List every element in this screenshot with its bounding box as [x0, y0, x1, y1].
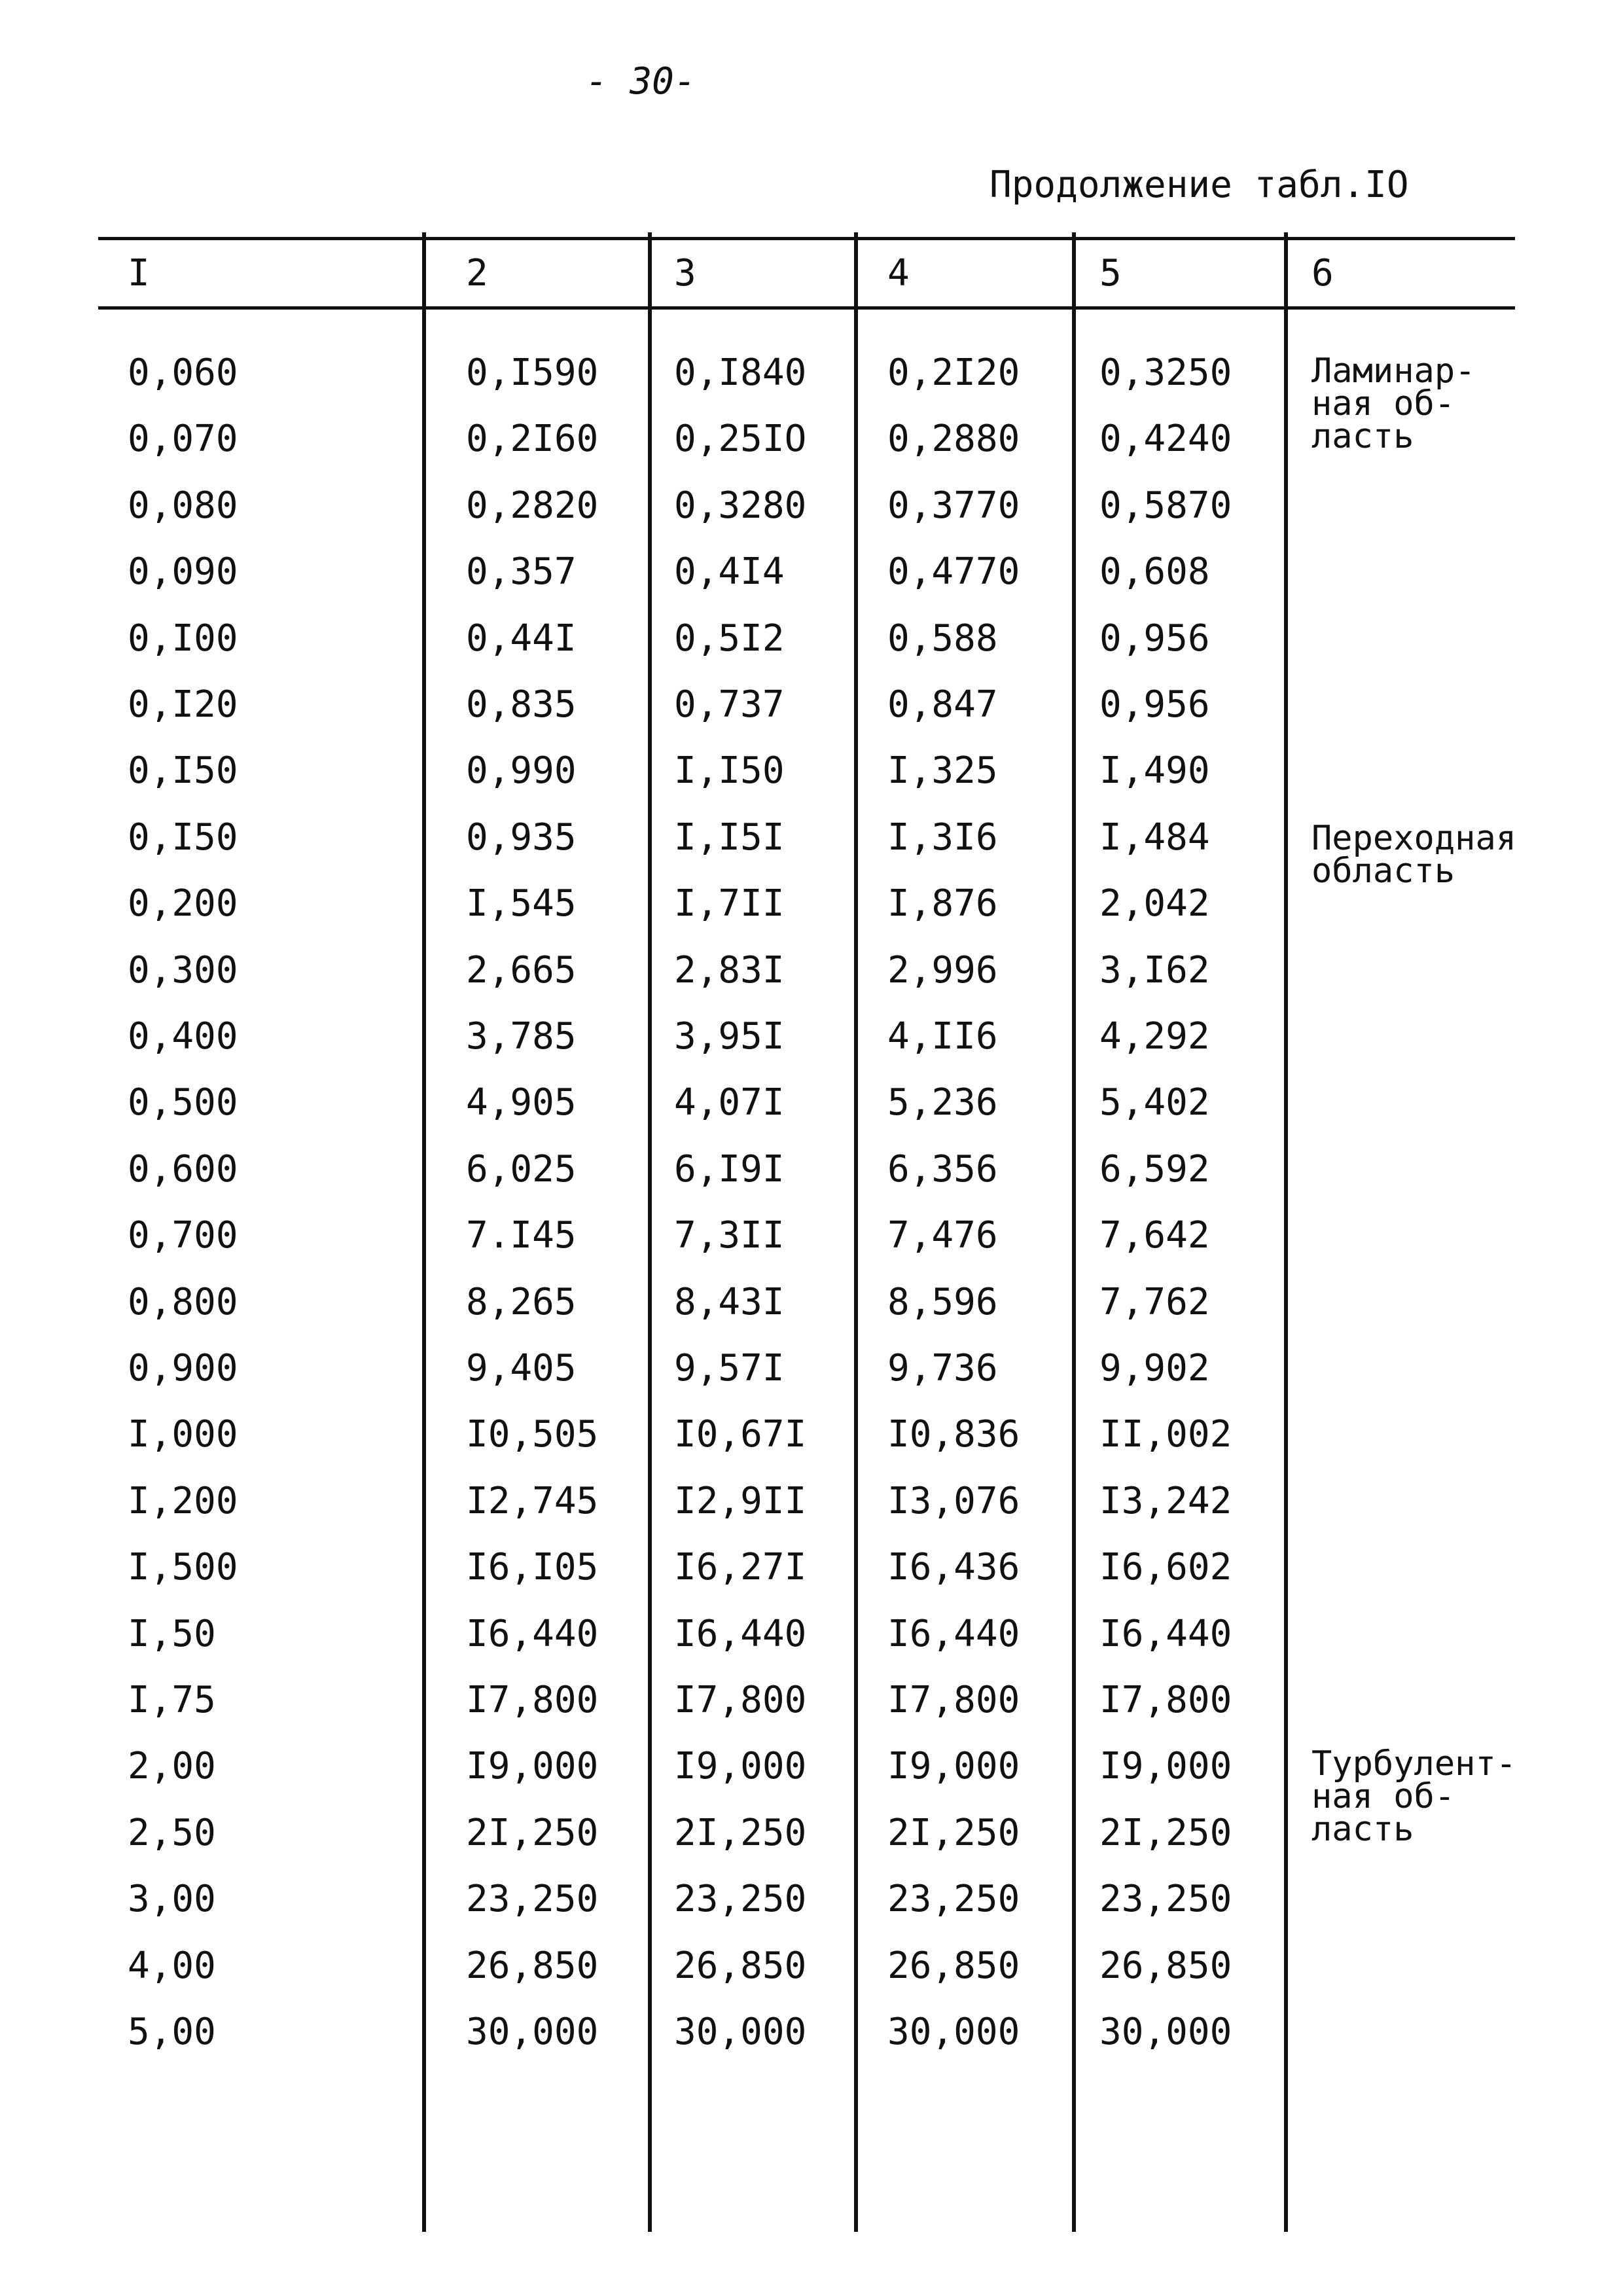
- table-cell: I9,000: [1099, 1745, 1232, 1787]
- table-cell: 4,905: [466, 1081, 577, 1124]
- table-cell: 2,996: [887, 949, 998, 992]
- table-cell: 0,090: [128, 550, 238, 593]
- table-cell: I9,000: [887, 1745, 1020, 1787]
- table-cell: 2,00: [128, 1745, 216, 1787]
- table-cell: 8,265: [466, 1281, 577, 1323]
- table-cell: 0,080: [128, 484, 238, 527]
- table-cell: 8,596: [887, 1281, 998, 1323]
- table-cell: I6,440: [1099, 1613, 1232, 1655]
- table-cell: 0,2820: [466, 484, 599, 527]
- table-cell: 0,300: [128, 949, 238, 992]
- table-cell: I6,27I: [674, 1546, 807, 1588]
- table-cell: 5,00: [128, 2011, 216, 2053]
- table-cell: I,I5I: [674, 816, 785, 859]
- table-cell: I,7II: [674, 882, 785, 925]
- table-cell: 0,600: [128, 1148, 238, 1191]
- table-cell: 30,000: [887, 2011, 1020, 2053]
- table-cell: I7,800: [887, 1679, 1020, 1721]
- region-note-transitional: Переходная область: [1311, 819, 1517, 891]
- table-cell: I3,242: [1099, 1480, 1232, 1522]
- table-cell: 2,50: [128, 1812, 216, 1854]
- column-divider: [854, 232, 858, 2232]
- table-cell: 0,588: [887, 617, 998, 660]
- table-cell: I3,076: [887, 1480, 1020, 1522]
- table-cell: 2I,250: [466, 1812, 599, 1854]
- table-cell: II,002: [1099, 1413, 1232, 1456]
- column-header: 3: [674, 252, 696, 295]
- table-cell: 26,850: [466, 1945, 599, 1987]
- table-cell: I,325: [887, 749, 998, 792]
- table-cell: 4,00: [128, 1945, 216, 1987]
- table-cell: 6,I9I: [674, 1148, 785, 1191]
- table-cell: I,I50: [674, 749, 785, 792]
- region-note-turbulent: Турбулент- ная об- ласть: [1311, 1744, 1517, 1849]
- table-cell: 0,060: [128, 351, 238, 394]
- table-cell: 7,642: [1099, 1214, 1210, 1257]
- table-cell: 4,II6: [887, 1015, 998, 1058]
- table-cell: 0,956: [1099, 617, 1210, 660]
- table-cell: 0,700: [128, 1214, 238, 1257]
- table-cell: 7,762: [1099, 1281, 1210, 1323]
- table-cell: 0,737: [674, 683, 785, 726]
- table-cell: 0,3250: [1099, 351, 1232, 394]
- table-cell: 5,236: [887, 1081, 998, 1124]
- column-header: 6: [1311, 252, 1334, 295]
- table-cell: 0,25IO: [674, 418, 807, 460]
- region-note-laminar: Ламинар- ная об- ласть: [1311, 351, 1476, 456]
- column-divider: [648, 232, 652, 2232]
- table-cell: I2,745: [466, 1480, 599, 1522]
- table-cell: I9,000: [674, 1745, 807, 1787]
- table-cell: 0,900: [128, 1347, 238, 1390]
- table-cell: 9,57I: [674, 1347, 785, 1390]
- table-cell: 23,250: [887, 1878, 1020, 1920]
- column-divider: [1284, 232, 1288, 2232]
- table-cell: 26,850: [1099, 1945, 1232, 1987]
- table-cell: 7,476: [887, 1214, 998, 1257]
- table-cell: I,484: [1099, 816, 1210, 859]
- page-number: - 30-: [586, 60, 696, 103]
- table-cell: 0,2I60: [466, 418, 599, 460]
- table-cell: I,3I6: [887, 816, 998, 859]
- table-cell: 0,44I: [466, 617, 577, 660]
- column-divider: [422, 232, 426, 2232]
- table-cell: 26,850: [887, 1945, 1020, 1987]
- table-cell: I,876: [887, 882, 998, 925]
- table-cell: I,200: [128, 1480, 238, 1522]
- table-cell: 0,500: [128, 1081, 238, 1124]
- table-cell: 2I,250: [1099, 1812, 1232, 1854]
- table-cell: 0,I20: [128, 683, 238, 726]
- table-cell: 0,2I20: [887, 351, 1020, 394]
- table-cell: 9,405: [466, 1347, 577, 1390]
- table-cell: I,000: [128, 1413, 238, 1456]
- table-cell: I7,800: [1099, 1679, 1232, 1721]
- table-cell: I0,836: [887, 1413, 1020, 1456]
- table-cell: 2I,250: [887, 1812, 1020, 1854]
- table-caption: Продолжение табл.IO: [990, 164, 1409, 206]
- table-cell: 0,800: [128, 1281, 238, 1323]
- table-cell: 7,3II: [674, 1214, 785, 1257]
- table-cell: 23,250: [466, 1878, 599, 1920]
- table-cell: 5,402: [1099, 1081, 1210, 1124]
- column-header: 2: [466, 252, 488, 295]
- table-top-rule: [98, 237, 1515, 240]
- table-cell: 0,4I4: [674, 550, 785, 593]
- table-cell: I6,440: [887, 1613, 1020, 1655]
- table-cell: 26,850: [674, 1945, 807, 1987]
- table-cell: 0,I50: [128, 749, 238, 792]
- table-cell: 0,3280: [674, 484, 807, 527]
- table-cell: 0,847: [887, 683, 998, 726]
- table-cell: 30,000: [466, 2011, 599, 2053]
- table-cell: 0,200: [128, 882, 238, 925]
- table-cell: 2,83I: [674, 949, 785, 992]
- table-cell: I,545: [466, 882, 577, 925]
- column-header: I: [128, 252, 150, 295]
- table-cell: 23,250: [674, 1878, 807, 1920]
- table-cell: I2,9II: [674, 1480, 807, 1522]
- header-bottom-rule: [98, 306, 1515, 310]
- table-cell: 30,000: [1099, 2011, 1232, 2053]
- table-cell: I6,440: [674, 1613, 807, 1655]
- table-cell: I0,505: [466, 1413, 599, 1456]
- table-cell: 0,357: [466, 550, 577, 593]
- table-cell: 0,I00: [128, 617, 238, 660]
- table-cell: 0,4770: [887, 550, 1020, 593]
- table-cell: 3,95I: [674, 1015, 785, 1058]
- table-cell: 0,835: [466, 683, 577, 726]
- table-cell: 0,990: [466, 749, 577, 792]
- table-cell: 3,I62: [1099, 949, 1210, 992]
- table-cell: 6,025: [466, 1148, 577, 1191]
- table-cell: 30,000: [674, 2011, 807, 2053]
- table-cell: I9,000: [466, 1745, 599, 1787]
- table-cell: 0,935: [466, 816, 577, 859]
- table-cell: 0,I840: [674, 351, 807, 394]
- table-cell: 0,5I2: [674, 617, 785, 660]
- table-cell: 0,608: [1099, 550, 1210, 593]
- table-cell: 2I,250: [674, 1812, 807, 1854]
- table-cell: I6,440: [466, 1613, 599, 1655]
- column-header: 4: [887, 252, 910, 295]
- table-cell: 0,4240: [1099, 418, 1232, 460]
- table-cell: 0,5870: [1099, 484, 1232, 527]
- table-cell: 0,2880: [887, 418, 1020, 460]
- table-cell: I7,800: [674, 1679, 807, 1721]
- table-cell: 3,785: [466, 1015, 577, 1058]
- column-header: 5: [1099, 252, 1122, 295]
- table-cell: 6,356: [887, 1148, 998, 1191]
- table-cell: 0,070: [128, 418, 238, 460]
- table-cell: I6,602: [1099, 1546, 1232, 1588]
- table-cell: 9,902: [1099, 1347, 1210, 1390]
- table-cell: I6,436: [887, 1546, 1020, 1588]
- table-cell: 23,250: [1099, 1878, 1232, 1920]
- table-cell: I,500: [128, 1546, 238, 1588]
- table-cell: I7,800: [466, 1679, 599, 1721]
- table-cell: I,50: [128, 1613, 216, 1655]
- table-cell: I,75: [128, 1679, 216, 1721]
- table-cell: 2,665: [466, 949, 577, 992]
- table-cell: 3,00: [128, 1878, 216, 1920]
- table-cell: 7.I45: [466, 1214, 577, 1257]
- table-cell: 0,400: [128, 1015, 238, 1058]
- table-cell: 2,042: [1099, 882, 1210, 925]
- table-cell: 0,956: [1099, 683, 1210, 726]
- table-cell: 4,07I: [674, 1081, 785, 1124]
- table-cell: 0,3770: [887, 484, 1020, 527]
- table-cell: 0,I590: [466, 351, 599, 394]
- table-cell: 6,592: [1099, 1148, 1210, 1191]
- table-cell: 0,I50: [128, 816, 238, 859]
- table-cell: 9,736: [887, 1347, 998, 1390]
- table-cell: I6,I05: [466, 1546, 599, 1588]
- table-cell: I,490: [1099, 749, 1210, 792]
- table-cell: 8,43I: [674, 1281, 785, 1323]
- table-cell: 4,292: [1099, 1015, 1210, 1058]
- table-cell: I0,67I: [674, 1413, 807, 1456]
- column-divider: [1072, 232, 1076, 2232]
